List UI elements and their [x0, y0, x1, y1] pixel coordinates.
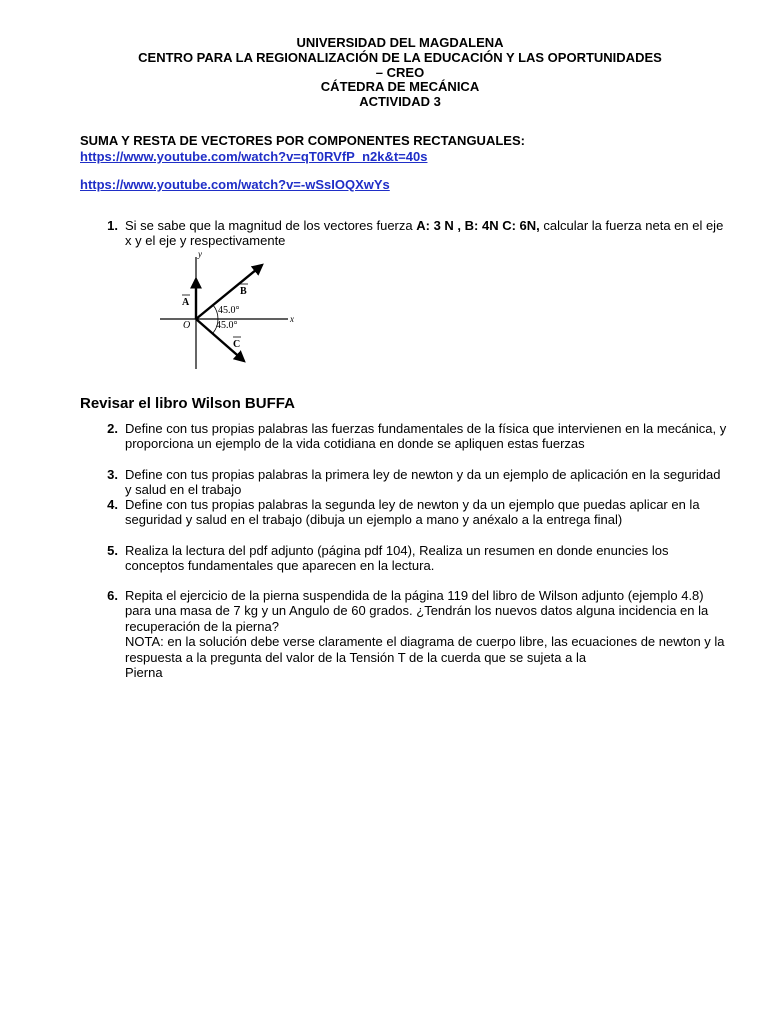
- youtube-link-2[interactable]: https://www.youtube.com/watch?v=-wSsIOQXwYs: [80, 177, 390, 192]
- angle-top-label: 45.0°: [218, 305, 240, 316]
- question-number: 3.: [107, 467, 118, 482]
- question-number: 5.: [107, 543, 118, 558]
- vector-a-label: A: [182, 297, 190, 308]
- question-1: [80, 218, 730, 249]
- question-text-part: Si se sabe que la magnitud de los vectores fuerza: [125, 218, 417, 233]
- question-number: 1.: [107, 218, 118, 233]
- origin-label: O: [183, 320, 191, 331]
- youtube-link-1[interactable]: https://www.youtube.com/watch?v=qT0RVfP_n2k&t=40s: [80, 149, 428, 164]
- question-2: [80, 421, 730, 452]
- question-5: [80, 543, 730, 574]
- question-text: [125, 588, 730, 680]
- question-3: [80, 467, 730, 498]
- university-name: UNIVERSIDAD DEL MAGDALENA: [296, 35, 504, 50]
- vector-b-label: B: [240, 286, 247, 297]
- question-text: Define con tus propias palabras la primera ley de newton y da un ejemplo de aplicación en la seguridad y salud en el trabajo: [125, 467, 721, 498]
- question-paragraph: Repita el ejercicio de la pierna suspendida de la página 119 del libro de Wilson adjunto (ejemplo 4.8) para una masa de 7 kg y un Angulo de 60 grados. ¿Tendrán los nuevos datos alguna incidencia en la recuperación de la pierna?: [125, 588, 709, 634]
- question-text-part: calcular la fuerza neta en el eje x y el eje y respectivamente: [125, 218, 724, 249]
- angle-bottom-label: 45.0°: [216, 320, 238, 331]
- activity-title: ACTIVIDAD 3: [359, 94, 441, 110]
- question-note: NOTA: en la solución debe verse claramente el diagrama de cuerpo libre, las ecuaciones de newton y la respuesta a la pregunta del valor de la Tensión T de la cuerda que se sujeta a la: [125, 634, 725, 665]
- question-text: Define con tus propias palabras las fuerzas fundamentales de la física que intervienen en la mecánica, y proporciona un ejemplo de la vida cotidiana en donde se apliquen estas fuerzas: [125, 421, 727, 452]
- question-note-end: Pierna: [125, 665, 163, 681]
- question-text: [125, 218, 730, 249]
- vector-c-label: C: [233, 339, 241, 350]
- question-text: Define con tus propias palabras la segunda ley de newton y da un ejemplo que puedas aplicar en la seguridad y salud en el trabajo (dibuja un ejemplo a mano y anéxalo a la entrega final): [125, 497, 700, 528]
- question-number: 4.: [107, 497, 118, 512]
- section-title: SUMA Y RESTA DE VECTORES POR COMPONENTES RECTANGUALES:: [80, 133, 525, 148]
- center-acronym: – CREO: [375, 64, 425, 80]
- question-4: [80, 497, 730, 528]
- book-heading: Revisar el libro Wilson BUFFA: [80, 395, 295, 412]
- x-axis-label: x: [290, 314, 294, 324]
- question-number: 6.: [107, 588, 118, 603]
- vector-diagram: [156, 249, 331, 369]
- course-name: CÁTEDRA DE MECÁNICA: [320, 79, 480, 95]
- question-number: 2.: [107, 421, 118, 436]
- question-6: [80, 588, 730, 680]
- center-name: CENTRO PARA LA REGIONALIZACIÓN DE LA EDUCACIÓN Y LAS OPORTUNIDADES: [138, 49, 662, 65]
- document-header: [80, 36, 720, 110]
- question-text: Realiza la lectura del pdf adjunto (página pdf 104), Realiza un resumen en donde enuncies los conceptos fundamentales que aparecen en la lectura.: [125, 543, 669, 574]
- force-values: A: 3 N , B: 4N C: 6N,: [416, 218, 540, 233]
- y-axis-label: y: [198, 249, 202, 259]
